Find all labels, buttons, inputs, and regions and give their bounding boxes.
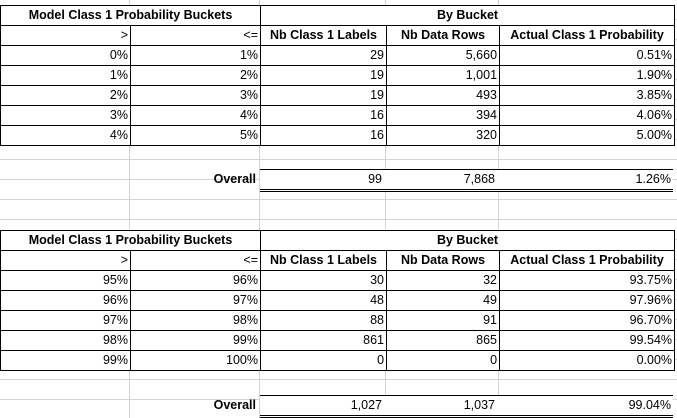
gt-cell[interactable]: 98%: [1, 331, 131, 351]
table-row: [1, 126, 675, 146]
col-prob-header[interactable]: Actual Class 1 Probability: [500, 26, 675, 46]
table-row: [1, 331, 675, 351]
labels-cell[interactable]: 19: [261, 86, 387, 106]
col-rows-header[interactable]: Nb Data Rows: [387, 251, 500, 271]
overall-prob-cell[interactable]: 99.04%: [628, 398, 671, 412]
rows-cell[interactable]: 1,001: [387, 66, 500, 86]
col-labels-header[interactable]: Nb Class 1 Labels: [261, 251, 387, 271]
prob-cell[interactable]: 96.70%: [500, 311, 675, 331]
labels-cell[interactable]: 88: [261, 311, 387, 331]
le-cell[interactable]: 5%: [131, 126, 261, 146]
by-bucket-header-cell[interactable]: By Bucket: [261, 6, 675, 26]
le-cell[interactable]: 100%: [131, 351, 261, 371]
rows-cell[interactable]: 0: [387, 351, 500, 371]
prob-cell[interactable]: 4.06%: [500, 106, 675, 126]
bucket-table-high: [0, 230, 675, 371]
col-le-header[interactable]: <=: [131, 26, 261, 46]
bucket-header-cell[interactable]: Model Class 1 Probability Buckets: [1, 231, 261, 251]
prob-cell[interactable]: 99.54%: [500, 331, 675, 351]
gt-cell[interactable]: 0%: [1, 46, 131, 66]
col-gt-header[interactable]: >: [1, 251, 131, 271]
gt-cell[interactable]: 95%: [1, 271, 131, 291]
prob-cell[interactable]: 93.75%: [500, 271, 675, 291]
rows-cell[interactable]: 320: [387, 126, 500, 146]
overall-labels-cell[interactable]: 99: [368, 172, 382, 186]
labels-cell[interactable]: 861: [261, 331, 387, 351]
gt-cell[interactable]: 3%: [1, 106, 131, 126]
table-row: [1, 311, 675, 331]
col-gt-header[interactable]: >: [1, 26, 131, 46]
labels-cell[interactable]: 16: [261, 106, 387, 126]
labels-cell[interactable]: 0: [261, 351, 387, 371]
prob-cell[interactable]: 1.90%: [500, 66, 675, 86]
le-cell[interactable]: 99%: [131, 331, 261, 351]
overall-row-high: [0, 396, 677, 415]
rows-cell[interactable]: 5,660: [387, 46, 500, 66]
col-prob-header[interactable]: Actual Class 1 Probability: [500, 251, 675, 271]
le-cell[interactable]: 1%: [131, 46, 261, 66]
bucket-header-cell[interactable]: Model Class 1 Probability Buckets: [1, 6, 261, 26]
overall-totals-box: [260, 395, 673, 418]
prob-cell[interactable]: 3.85%: [500, 86, 675, 106]
overall-row-low: [0, 170, 677, 189]
col-le-header[interactable]: <=: [131, 251, 261, 271]
gt-cell[interactable]: 1%: [1, 66, 131, 86]
rows-cell[interactable]: 493: [387, 86, 500, 106]
overall-totals-box: [260, 169, 673, 192]
rows-cell[interactable]: 865: [387, 331, 500, 351]
overall-label[interactable]: Overall: [213, 398, 256, 412]
labels-cell[interactable]: 19: [261, 66, 387, 86]
column-header-row: [1, 26, 675, 46]
table-row: [1, 66, 675, 86]
prob-cell[interactable]: 0.51%: [500, 46, 675, 66]
labels-cell[interactable]: 16: [261, 126, 387, 146]
gt-cell[interactable]: 97%: [1, 311, 131, 331]
overall-labels-cell[interactable]: 1,027: [350, 398, 382, 412]
rows-cell[interactable]: 32: [387, 271, 500, 291]
le-cell[interactable]: 97%: [131, 291, 261, 311]
le-cell[interactable]: 3%: [131, 86, 261, 106]
labels-cell[interactable]: 48: [261, 291, 387, 311]
overall-rows-cell[interactable]: 7,868: [463, 172, 495, 186]
overall-prob-cell[interactable]: 1.26%: [635, 172, 671, 186]
le-cell[interactable]: 2%: [131, 66, 261, 86]
rows-cell[interactable]: 394: [387, 106, 500, 126]
by-bucket-header-cell[interactable]: By Bucket: [261, 231, 675, 251]
column-header-row: [1, 251, 675, 271]
overall-label[interactable]: Overall: [213, 172, 256, 186]
bucket-table-low: [0, 5, 675, 146]
gt-cell[interactable]: 99%: [1, 351, 131, 371]
col-labels-header[interactable]: Nb Class 1 Labels: [261, 26, 387, 46]
rows-cell[interactable]: 91: [387, 311, 500, 331]
table-row: [1, 86, 675, 106]
le-cell[interactable]: 96%: [131, 271, 261, 291]
prob-cell[interactable]: 5.00%: [500, 126, 675, 146]
table-row: [1, 271, 675, 291]
overall-rows-cell[interactable]: 1,037: [463, 398, 495, 412]
prob-cell[interactable]: 0.00%: [500, 351, 675, 371]
table-row: [1, 46, 675, 66]
le-cell[interactable]: 4%: [131, 106, 261, 126]
gt-cell[interactable]: 4%: [1, 126, 131, 146]
gt-cell[interactable]: 96%: [1, 291, 131, 311]
table-header-row: [1, 231, 675, 251]
table-row: [1, 291, 675, 311]
gt-cell[interactable]: 2%: [1, 86, 131, 106]
table-row: [1, 351, 675, 371]
prob-cell[interactable]: 97.96%: [500, 291, 675, 311]
le-cell[interactable]: 98%: [131, 311, 261, 331]
col-rows-header[interactable]: Nb Data Rows: [387, 26, 500, 46]
table-header-row: [1, 6, 675, 26]
table-row: [1, 106, 675, 126]
labels-cell[interactable]: 29: [261, 46, 387, 66]
rows-cell[interactable]: 49: [387, 291, 500, 311]
labels-cell[interactable]: 30: [261, 271, 387, 291]
